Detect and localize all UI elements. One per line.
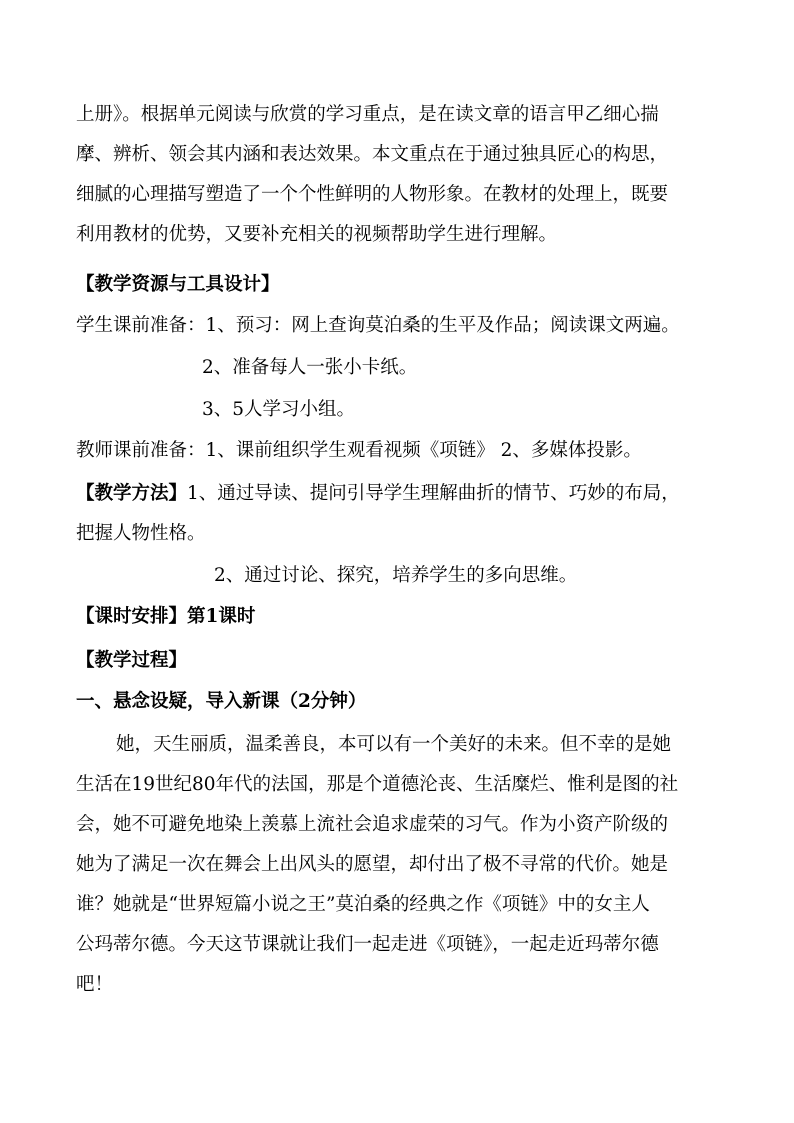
paragraph-line-1: 她，天生丽质，温柔善良，本可以有一个美好的未来。但不幸的是她 xyxy=(116,734,672,755)
intro-line-1: 上册》。根据单元阅读与欣赏的学习重点，是在读文章的语言甲乙细心揣 xyxy=(76,104,659,125)
student-prep-item-3: 3、5人学习小组。 xyxy=(202,399,356,420)
methods-heading: 【教学方法】 xyxy=(76,483,188,504)
methods-item-1: 1、通过导读、提问引导学生理解曲折的情节、巧妙的布局， xyxy=(187,483,680,504)
methods-item-2: 2、通过讨论、探究，培养学生的多向思维。 xyxy=(214,565,578,586)
paragraph-line-5: 谁？她就是“世界短篇小说之王”莫泊桑的经典之作《项链》中的女主人 xyxy=(76,894,650,915)
paragraph-line-3: 会，她不可避免地染上羡慕上流社会追求虚荣的习气。作为小资产阶级的 xyxy=(76,814,669,835)
intro-line-4: 利用教材的优势，又要补充相关的视频帮助学生进行理解。 xyxy=(76,224,558,245)
student-prep-line xyxy=(76,313,680,339)
schedule-line xyxy=(76,604,255,630)
methods-line-1 xyxy=(76,481,680,507)
methods-line-2: 把握人物性格。 xyxy=(76,523,206,544)
student-prep-item-2: 2、准备每人一张小卡纸。 xyxy=(202,357,418,378)
student-prep-item-1: 1、预习：网上查询莫泊桑的生平及作品；阅读课文两遍。 xyxy=(205,315,680,336)
paragraph-line-2: 生活在19世纪80年代的法国，那是个道德沦丧、生活糜烂、惟利是图的社 xyxy=(76,774,679,795)
process-heading: 【教学过程】 xyxy=(76,650,188,671)
student-prep-label: 学生课前准备： xyxy=(76,315,206,336)
schedule-heading: 【课时安排】 xyxy=(76,606,188,627)
paragraph-line-6: 公玛蒂尔德。今天这节课就让我们一起走进《项链》，一起走近玛蒂尔德 xyxy=(76,934,659,955)
schedule-value: 第1课时 xyxy=(187,606,256,627)
intro-line-3: 细腻的心理描写塑造了一个个性鲜明的人物形象。在教材的处理上，既要 xyxy=(76,184,669,205)
intro-line-2: 摩、辨析、领会其内涵和表达效果。本文重点在于通过独具匠心的构思， xyxy=(76,144,669,165)
section-1-title: 一、悬念设疑，导入新课（2分钟） xyxy=(76,691,367,712)
paragraph-line-7: 吧！ xyxy=(76,974,114,995)
teacher-prep-line: 教师课前准备：1、课前组织学生观看视频《项链》 2、多媒体投影。 xyxy=(76,440,642,461)
paragraph-line-4: 她为了满足一次在舞会上出风头的愿望，却付出了极不寻常的代价。她是 xyxy=(76,854,669,875)
resources-heading: 【教学资源与工具设计】 xyxy=(76,274,280,295)
